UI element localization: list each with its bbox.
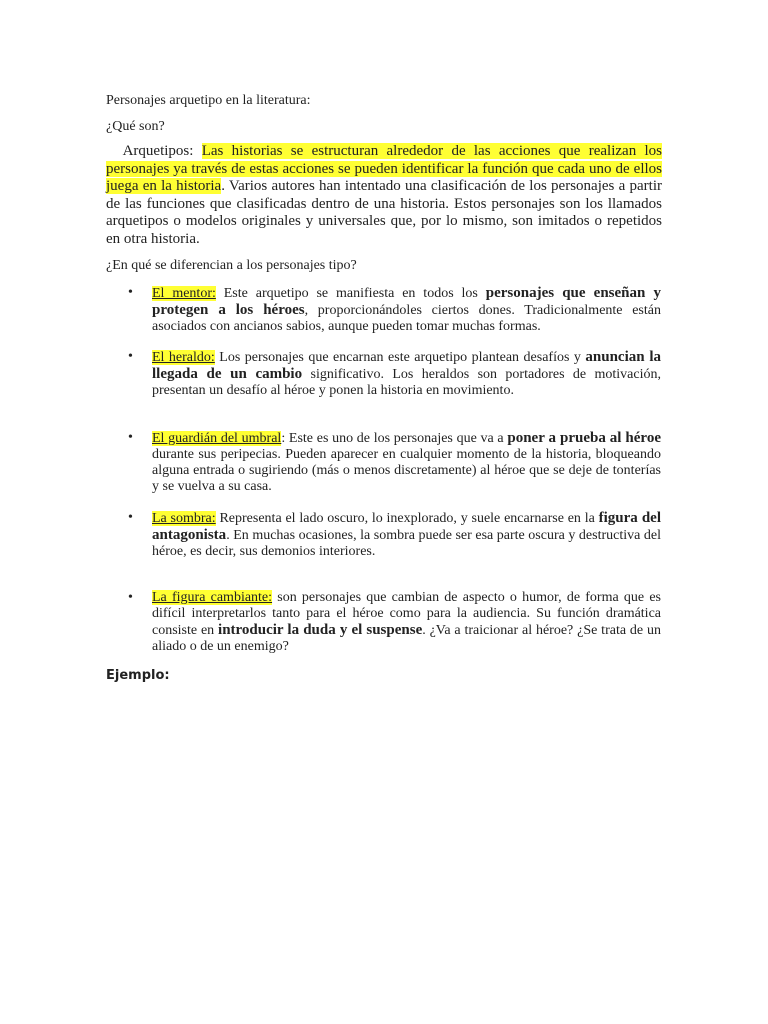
arquetipos-paragraph: [106, 143, 662, 248]
bullet-icon: •: [128, 349, 133, 364]
item-text: . En muchas ocasiones, la sombra puede ser esa parte oscura y destructiva del héroe, es decir, sus demonios interiores.: [152, 528, 661, 559]
question-que-son: ¿Qué son?: [106, 119, 165, 134]
item-text: , proporcionándoles ciertos dones. Tradicionalmente están asociados con ancianos sabios, aunque pueden tomar muchas formas.: [152, 303, 661, 334]
ejemplo-heading: Ejemplo:: [106, 668, 170, 683]
item-bold: anuncian la llegada de un cambio: [152, 349, 661, 382]
list-item-mentor: [128, 285, 661, 335]
item-bold: introducir la duda y el suspense: [218, 622, 423, 638]
arquetipos-label: Arquetipos:: [122, 143, 202, 159]
arquetipos-highlight: Las historias se estructuran alrededor de las acciones que realizan los personajes ya través de estas acciones se pueden identificar la función que cada uno de ellos juega en la historia: [106, 143, 662, 194]
term-mentor: El mentor:: [152, 286, 216, 301]
bullet-icon: •: [128, 590, 133, 605]
term-figura-cambiante: La figura cambiante:: [152, 590, 273, 605]
item-text: Este arquetipo se manifiesta en todos los: [215, 286, 486, 301]
item-bold: figura del antagonista: [152, 510, 661, 543]
item-text: . ¿Va a traicionar al héroe? ¿Se trata de un aliado o de un enemigo?: [152, 623, 661, 654]
term-guardian: El guardián del umbral: [152, 431, 282, 446]
item-text: durante sus peripecias. Pueden aparecer en cualquier momento de la historia, bloqueando alguna entrada o sugiriendo (más o menos discretamente) al héroe que se deje de tonterías y se vuelva a su casa.: [152, 447, 661, 494]
list-item-guardian: [128, 430, 661, 495]
list-item-sombra: [128, 510, 661, 560]
item-text: son personajes que cambian de aspecto o humor, de forma que es difícil interpretarlos tanto para el héroe como para la audiencia. Su función dramática consiste en: [152, 590, 662, 638]
list-item-figura-cambiante: [128, 590, 662, 655]
term-sombra: La sombra:: [152, 511, 216, 526]
arquetipos-rest: . Varios autores han intentado una clasificación de los personajes a partir de las funciones que clasificadas dentro de una historia. Estos personajes son los llamados arquetipos o modelos originales y universales que, por lo mismo, son imitados o repetidos en otra historia.: [106, 178, 662, 247]
document-title: Personajes arquetipo en la literatura:: [106, 93, 311, 108]
question-diferencias: ¿En qué se diferencian a los personajes tipo?: [106, 258, 357, 273]
item-bold: personajes que enseñan y protegen a los héroes: [152, 285, 661, 318]
item-text: significativo. Los heraldos son portadores de motivación, presentan un desafío al héroe y ponen la historia en movimiento.: [152, 367, 661, 398]
item-text: Representa el lado oscuro, lo inexplorado, y suele encarnarse en la: [215, 511, 599, 526]
bullet-icon: •: [128, 285, 133, 300]
term-heraldo: El heraldo:: [152, 350, 215, 365]
bullet-icon: •: [128, 510, 133, 525]
item-text: Los personajes que encarnan este arquetipo plantean desafíos y: [214, 350, 586, 365]
list-item-heraldo: [128, 349, 661, 399]
bullet-icon: •: [128, 430, 133, 445]
item-bold: poner a prueba al héroe: [507, 430, 661, 446]
item-text: : Este es uno de los personajes que va a: [281, 431, 508, 446]
